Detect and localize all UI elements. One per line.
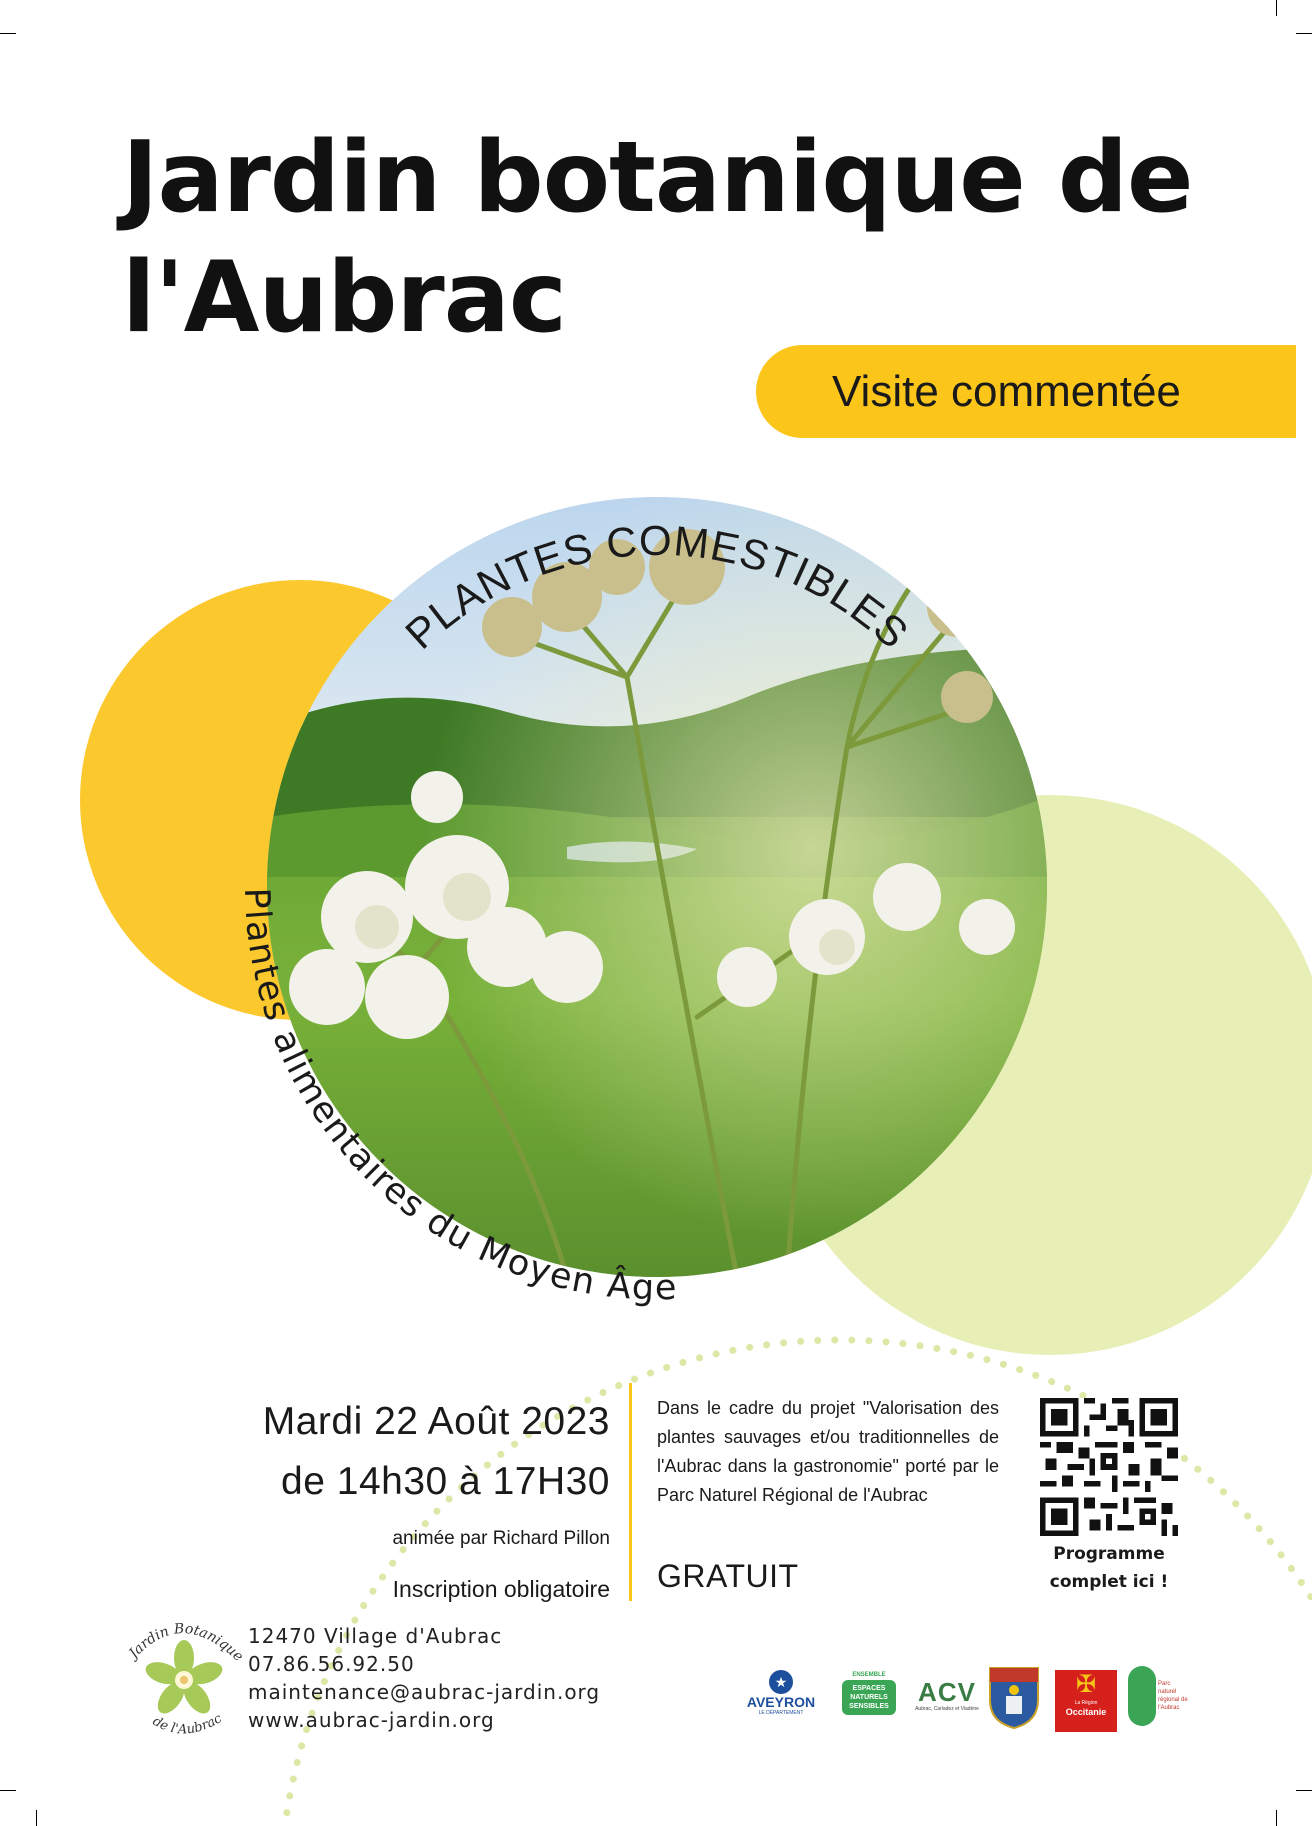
contact-phone[interactable]: 07.86.56.92.50: [248, 1652, 415, 1676]
contact-email[interactable]: maintenance@aubrac-jardin.org: [248, 1680, 601, 1704]
ens-main: ESPACES NATURELS SENSIBLES: [842, 1680, 896, 1715]
parc-leaf-icon: [1128, 1666, 1156, 1726]
logo-ens: [842, 1672, 896, 1730]
acv-sub: Aubrac, Carladez et Viadène: [915, 1706, 979, 1712]
circle-text-top: PLANTES COMESTIBLES: [396, 516, 918, 658]
event-date: Mardi 22 Août 2023: [262, 1400, 610, 1443]
ens-top: ENSEMBLE: [852, 1672, 886, 1678]
logo-text-bottom: de l'Aubrac: [149, 1711, 225, 1738]
logo-text-top: Jardin Botanique: [126, 1620, 247, 1665]
logo-region-occitanie: [1055, 1670, 1117, 1732]
event-details: [160, 1392, 610, 1603]
occitan-cross-icon: ✠: [1075, 1671, 1097, 1698]
circle-text-bottom: Plantes alimentaires du Moyen Âge: [235, 887, 679, 1309]
title-line-1: Jardin botanique de: [122, 121, 1193, 235]
visit-tag-label: Visite commentée: [832, 367, 1181, 416]
svg-text:de l'Aubrac: [150, 1711, 225, 1738]
region-name: Occitanie: [1065, 1707, 1107, 1717]
aveyron-sub: LE DÉPARTEMENT: [758, 1710, 804, 1716]
logo-acv: [910, 1678, 984, 1728]
event-time: de 14h30 à 17H30: [281, 1460, 610, 1503]
logo-parc-aubrac: [1128, 1666, 1188, 1732]
event-registration: Inscription obligatoire: [392, 1576, 610, 1602]
region-sub: La Région: [1074, 1700, 1098, 1706]
logo-aveyron: [738, 1670, 824, 1714]
acv-name: ACV: [918, 1677, 976, 1707]
divider-bar: [629, 1383, 632, 1601]
qr-code[interactable]: [1040, 1398, 1178, 1536]
qr-caption: [1030, 1540, 1188, 1596]
title-line-2: l'Aubrac: [122, 241, 566, 355]
parc-name: Parc naturel régional de l'Aubrac: [1158, 1681, 1188, 1711]
contact-address: 12470 Village d'Aubrac: [248, 1624, 503, 1648]
price-label: GRATUIT: [657, 1558, 799, 1594]
jardin-logo: [118, 1612, 248, 1742]
aveyron-star-icon: ★: [769, 1670, 793, 1694]
svg-text:PLANTES COMESTIBLES: [396, 517, 917, 658]
qr-caption-line-2: complet ici !: [1049, 1572, 1169, 1592]
project-text: Dans le cadre du projet "Valorisation des plantes sauvages et/ou traditionnelles de l'Aubrac dans la gastronomie" porté par le Parc Naturel Régional de l'Aubrac: [657, 1398, 999, 1505]
qr-caption-line-1: Programme: [1053, 1544, 1165, 1564]
contact-block: [248, 1622, 600, 1734]
event-host: animée par Richard Pillon: [392, 1528, 610, 1549]
contact-website[interactable]: www.aubrac-jardin.org: [248, 1708, 495, 1732]
shield-coat-of-arms-icon: [988, 1666, 1040, 1730]
svg-text:Plantes alimentaires du Moyen: [236, 887, 678, 1308]
aveyron-name: AVEYRON: [746, 1694, 816, 1710]
